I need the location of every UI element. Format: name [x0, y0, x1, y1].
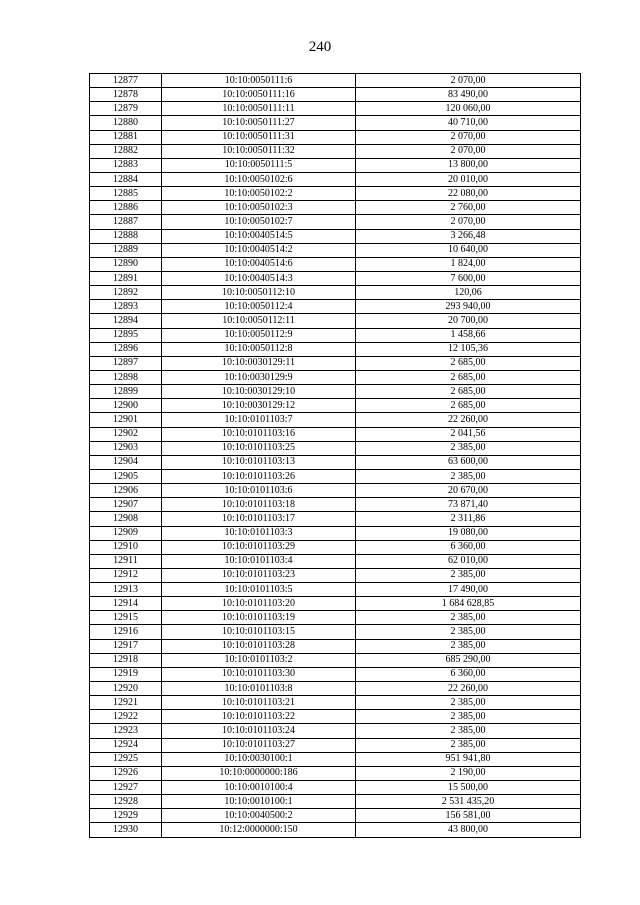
row-number-cell: 12910 [90, 540, 162, 554]
value-cell: 2 385,00 [356, 696, 581, 710]
table-row [90, 300, 581, 314]
table-row [90, 554, 581, 568]
row-number-cell: 12884 [90, 172, 162, 186]
row-number-cell: 12883 [90, 158, 162, 172]
value-cell: 2 685,00 [356, 356, 581, 370]
table-row [90, 766, 581, 780]
value-cell: 40 710,00 [356, 116, 581, 130]
row-number-cell: 12922 [90, 710, 162, 724]
value-cell: 156 581,00 [356, 809, 581, 823]
value-cell: 951 941,80 [356, 752, 581, 766]
table-row [90, 257, 581, 271]
cadastral-number-cell: 10:10:0101103:17 [162, 512, 356, 526]
cadastral-number-cell: 10:10:0101103:26 [162, 469, 356, 483]
table-row [90, 752, 581, 766]
row-number-cell: 12906 [90, 484, 162, 498]
table-row [90, 540, 581, 554]
cadastral-number-cell: 10:10:0101103:16 [162, 427, 356, 441]
row-number-cell: 12920 [90, 682, 162, 696]
value-cell: 22 080,00 [356, 187, 581, 201]
table-row [90, 286, 581, 300]
value-cell: 73 871,40 [356, 498, 581, 512]
table-row [90, 625, 581, 639]
value-cell: 2 685,00 [356, 385, 581, 399]
cadastral-number-cell: 10:10:0050111:31 [162, 130, 356, 144]
value-cell: 63 600,00 [356, 455, 581, 469]
table-row [90, 399, 581, 413]
row-number-cell: 12880 [90, 116, 162, 130]
value-cell: 2 385,00 [356, 568, 581, 582]
row-number-cell: 12894 [90, 314, 162, 328]
cadastral-number-cell: 10:10:0050112:9 [162, 328, 356, 342]
value-cell: 2 385,00 [356, 469, 581, 483]
cadastral-number-cell: 10:10:0030129:12 [162, 399, 356, 413]
table-row [90, 639, 581, 653]
value-cell: 120 060,00 [356, 102, 581, 116]
value-cell: 2 760,00 [356, 201, 581, 215]
cadastral-number-cell: 10:10:0050112:10 [162, 286, 356, 300]
table-row [90, 314, 581, 328]
row-number-cell: 12912 [90, 568, 162, 582]
value-cell: 2 190,00 [356, 766, 581, 780]
value-cell: 2 311,86 [356, 512, 581, 526]
cadastral-number-cell: 10:10:0030129:10 [162, 385, 356, 399]
table-row [90, 144, 581, 158]
value-cell: 12 105,36 [356, 342, 581, 356]
cadastral-number-cell: 10:10:0101103:5 [162, 583, 356, 597]
cadastral-number-cell: 10:10:0101103:24 [162, 724, 356, 738]
cadastral-number-cell: 10:10:0101103:3 [162, 526, 356, 540]
value-cell: 2 385,00 [356, 738, 581, 752]
table-row [90, 682, 581, 696]
table-row [90, 583, 581, 597]
value-cell: 2 531 435,20 [356, 795, 581, 809]
table-body [90, 74, 581, 838]
cadastral-number-cell: 10:10:0050111:11 [162, 102, 356, 116]
table-row [90, 158, 581, 172]
cadastral-number-cell: 10:10:0050102:6 [162, 172, 356, 186]
table-row [90, 498, 581, 512]
row-number-cell: 12897 [90, 356, 162, 370]
table-row [90, 201, 581, 215]
value-cell: 685 290,00 [356, 653, 581, 667]
cadastral-number-cell: 10:10:0030100:1 [162, 752, 356, 766]
value-cell: 1 458,66 [356, 328, 581, 342]
row-number-cell: 12887 [90, 215, 162, 229]
table-row [90, 738, 581, 752]
table-row [90, 342, 581, 356]
cadastral-number-cell: 10:10:0050102:7 [162, 215, 356, 229]
row-number-cell: 12909 [90, 526, 162, 540]
table-row [90, 172, 581, 186]
row-number-cell: 12919 [90, 667, 162, 681]
cadastral-number-cell: 10:10:0050112:8 [162, 342, 356, 356]
cadastral-number-cell: 10:10:0101103:19 [162, 611, 356, 625]
table-row [90, 710, 581, 724]
cadastral-number-cell: 10:10:0101103:4 [162, 554, 356, 568]
cadastral-number-cell: 10:10:0040514:6 [162, 257, 356, 271]
table-row [90, 271, 581, 285]
cadastral-number-cell: 10:10:0101103:30 [162, 667, 356, 681]
value-cell: 6 360,00 [356, 540, 581, 554]
row-number-cell: 12886 [90, 201, 162, 215]
table-row [90, 413, 581, 427]
row-number-cell: 12885 [90, 187, 162, 201]
table-row [90, 809, 581, 823]
table-row [90, 653, 581, 667]
value-cell: 17 490,00 [356, 583, 581, 597]
value-cell: 2 385,00 [356, 611, 581, 625]
cadastral-number-cell: 10:10:0101103:23 [162, 568, 356, 582]
value-cell: 7 600,00 [356, 271, 581, 285]
table-row [90, 696, 581, 710]
value-cell: 293 940,00 [356, 300, 581, 314]
value-cell: 2 385,00 [356, 724, 581, 738]
row-number-cell: 12890 [90, 257, 162, 271]
row-number-cell: 12901 [90, 413, 162, 427]
row-number-cell: 12927 [90, 781, 162, 795]
cadastral-number-cell: 10:10:0101103:2 [162, 653, 356, 667]
value-cell: 20 700,00 [356, 314, 581, 328]
value-cell: 2 070,00 [356, 74, 581, 88]
value-cell: 19 080,00 [356, 526, 581, 540]
cadastral-number-cell: 10:10:0050112:11 [162, 314, 356, 328]
value-cell: 43 800,00 [356, 823, 581, 837]
cadastral-number-cell: 10:10:0040500:2 [162, 809, 356, 823]
value-cell: 120,06 [356, 286, 581, 300]
table-row [90, 243, 581, 257]
cadastral-number-cell: 10:10:0040514:3 [162, 271, 356, 285]
row-number-cell: 12914 [90, 597, 162, 611]
cadastral-number-cell: 10:10:0101103:6 [162, 484, 356, 498]
row-number-cell: 12928 [90, 795, 162, 809]
row-number-cell: 12904 [90, 455, 162, 469]
table-row [90, 795, 581, 809]
row-number-cell: 12905 [90, 469, 162, 483]
row-number-cell: 12923 [90, 724, 162, 738]
cadastral-number-cell: 10:10:0030129:11 [162, 356, 356, 370]
cadastral-number-cell: 10:10:0101103:20 [162, 597, 356, 611]
value-cell: 2 070,00 [356, 215, 581, 229]
table-row [90, 526, 581, 540]
value-cell: 2 070,00 [356, 130, 581, 144]
cadastral-number-cell: 10:10:0101103:27 [162, 738, 356, 752]
value-cell: 6 360,00 [356, 667, 581, 681]
row-number-cell: 12898 [90, 370, 162, 384]
value-cell: 2 385,00 [356, 441, 581, 455]
cadastral-number-cell: 10:10:0101103:8 [162, 682, 356, 696]
cadastral-number-cell: 10:10:0040514:2 [162, 243, 356, 257]
table-row [90, 116, 581, 130]
cadastral-number-cell: 10:12:0000000:150 [162, 823, 356, 837]
row-number-cell: 12921 [90, 696, 162, 710]
table-row [90, 441, 581, 455]
cadastral-number-cell: 10:10:0050102:3 [162, 201, 356, 215]
value-cell: 2 385,00 [356, 639, 581, 653]
value-cell: 20 670,00 [356, 484, 581, 498]
row-number-cell: 12926 [90, 766, 162, 780]
value-cell: 10 640,00 [356, 243, 581, 257]
cadastral-number-cell: 10:10:0101103:21 [162, 696, 356, 710]
table-row [90, 469, 581, 483]
table-row [90, 823, 581, 837]
row-number-cell: 12911 [90, 554, 162, 568]
row-number-cell: 12892 [90, 286, 162, 300]
cadastral-number-cell: 10:10:0040514:5 [162, 229, 356, 243]
table-row [90, 187, 581, 201]
value-cell: 2 070,00 [356, 144, 581, 158]
cadastral-number-cell: 10:10:0050112:4 [162, 300, 356, 314]
value-cell: 83 490,00 [356, 88, 581, 102]
value-cell: 22 260,00 [356, 413, 581, 427]
value-cell: 3 266,48 [356, 229, 581, 243]
row-number-cell: 12877 [90, 74, 162, 88]
cadastral-number-cell: 10:10:0000000:186 [162, 766, 356, 780]
value-cell: 2 385,00 [356, 710, 581, 724]
row-number-cell: 12907 [90, 498, 162, 512]
cadastral-number-cell: 10:10:0101103:15 [162, 625, 356, 639]
row-number-cell: 12930 [90, 823, 162, 837]
cadastral-number-cell: 10:10:0050111:32 [162, 144, 356, 158]
row-number-cell: 12902 [90, 427, 162, 441]
row-number-cell: 12925 [90, 752, 162, 766]
cadastral-number-cell: 10:10:0101103:18 [162, 498, 356, 512]
row-number-cell: 12891 [90, 271, 162, 285]
table-row [90, 328, 581, 342]
table-row [90, 724, 581, 738]
cadastral-number-cell: 10:10:0050102:2 [162, 187, 356, 201]
value-cell: 62 010,00 [356, 554, 581, 568]
table-row [90, 229, 581, 243]
cadastral-number-cell: 10:10:0101103:13 [162, 455, 356, 469]
cadastral-number-cell: 10:10:0030129:9 [162, 370, 356, 384]
table-row [90, 484, 581, 498]
row-number-cell: 12893 [90, 300, 162, 314]
row-number-cell: 12900 [90, 399, 162, 413]
cadastral-number-cell: 10:10:0010100:1 [162, 795, 356, 809]
row-number-cell: 12929 [90, 809, 162, 823]
value-cell: 2 685,00 [356, 370, 581, 384]
data-table [89, 73, 581, 838]
table-row [90, 781, 581, 795]
value-cell: 2 385,00 [356, 625, 581, 639]
table-row [90, 88, 581, 102]
row-number-cell: 12899 [90, 385, 162, 399]
table-row [90, 102, 581, 116]
value-cell: 13 800,00 [356, 158, 581, 172]
value-cell: 22 260,00 [356, 682, 581, 696]
row-number-cell: 12881 [90, 130, 162, 144]
table-row [90, 597, 581, 611]
row-number-cell: 12896 [90, 342, 162, 356]
value-cell: 15 500,00 [356, 781, 581, 795]
table-row [90, 130, 581, 144]
row-number-cell: 12903 [90, 441, 162, 455]
cadastral-number-cell: 10:10:0101103:29 [162, 540, 356, 554]
value-cell: 20 010,00 [356, 172, 581, 186]
row-number-cell: 12882 [90, 144, 162, 158]
table-row [90, 385, 581, 399]
cadastral-number-cell: 10:10:0050111:5 [162, 158, 356, 172]
cadastral-number-cell: 10:10:0101103:28 [162, 639, 356, 653]
row-number-cell: 12917 [90, 639, 162, 653]
table-row [90, 356, 581, 370]
row-number-cell: 12889 [90, 243, 162, 257]
table-row [90, 427, 581, 441]
value-cell: 2 041,56 [356, 427, 581, 441]
table-row [90, 215, 581, 229]
value-cell: 1 684 628,85 [356, 597, 581, 611]
table-row [90, 74, 581, 88]
table-row [90, 455, 581, 469]
table-row [90, 512, 581, 526]
table-row [90, 611, 581, 625]
row-number-cell: 12895 [90, 328, 162, 342]
table-row [90, 667, 581, 681]
row-number-cell: 12878 [90, 88, 162, 102]
row-number-cell: 12915 [90, 611, 162, 625]
cadastral-number-cell: 10:10:0050111:16 [162, 88, 356, 102]
row-number-cell: 12918 [90, 653, 162, 667]
table-row [90, 568, 581, 582]
row-number-cell: 12913 [90, 583, 162, 597]
row-number-cell: 12908 [90, 512, 162, 526]
cadastral-number-cell: 10:10:0101103:22 [162, 710, 356, 724]
row-number-cell: 12888 [90, 229, 162, 243]
cadastral-number-cell: 10:10:0101103:25 [162, 441, 356, 455]
page-number: 240 [308, 39, 332, 55]
row-number-cell: 12916 [90, 625, 162, 639]
cadastral-number-cell: 10:10:0101103:7 [162, 413, 356, 427]
table-row [90, 370, 581, 384]
row-number-cell: 12924 [90, 738, 162, 752]
cadastral-number-cell: 10:10:0010100:4 [162, 781, 356, 795]
cadastral-number-cell: 10:10:0050111:27 [162, 116, 356, 130]
row-number-cell: 12879 [90, 102, 162, 116]
value-cell: 1 824,00 [356, 257, 581, 271]
value-cell: 2 685,00 [356, 399, 581, 413]
cadastral-number-cell: 10:10:0050111:6 [162, 74, 356, 88]
